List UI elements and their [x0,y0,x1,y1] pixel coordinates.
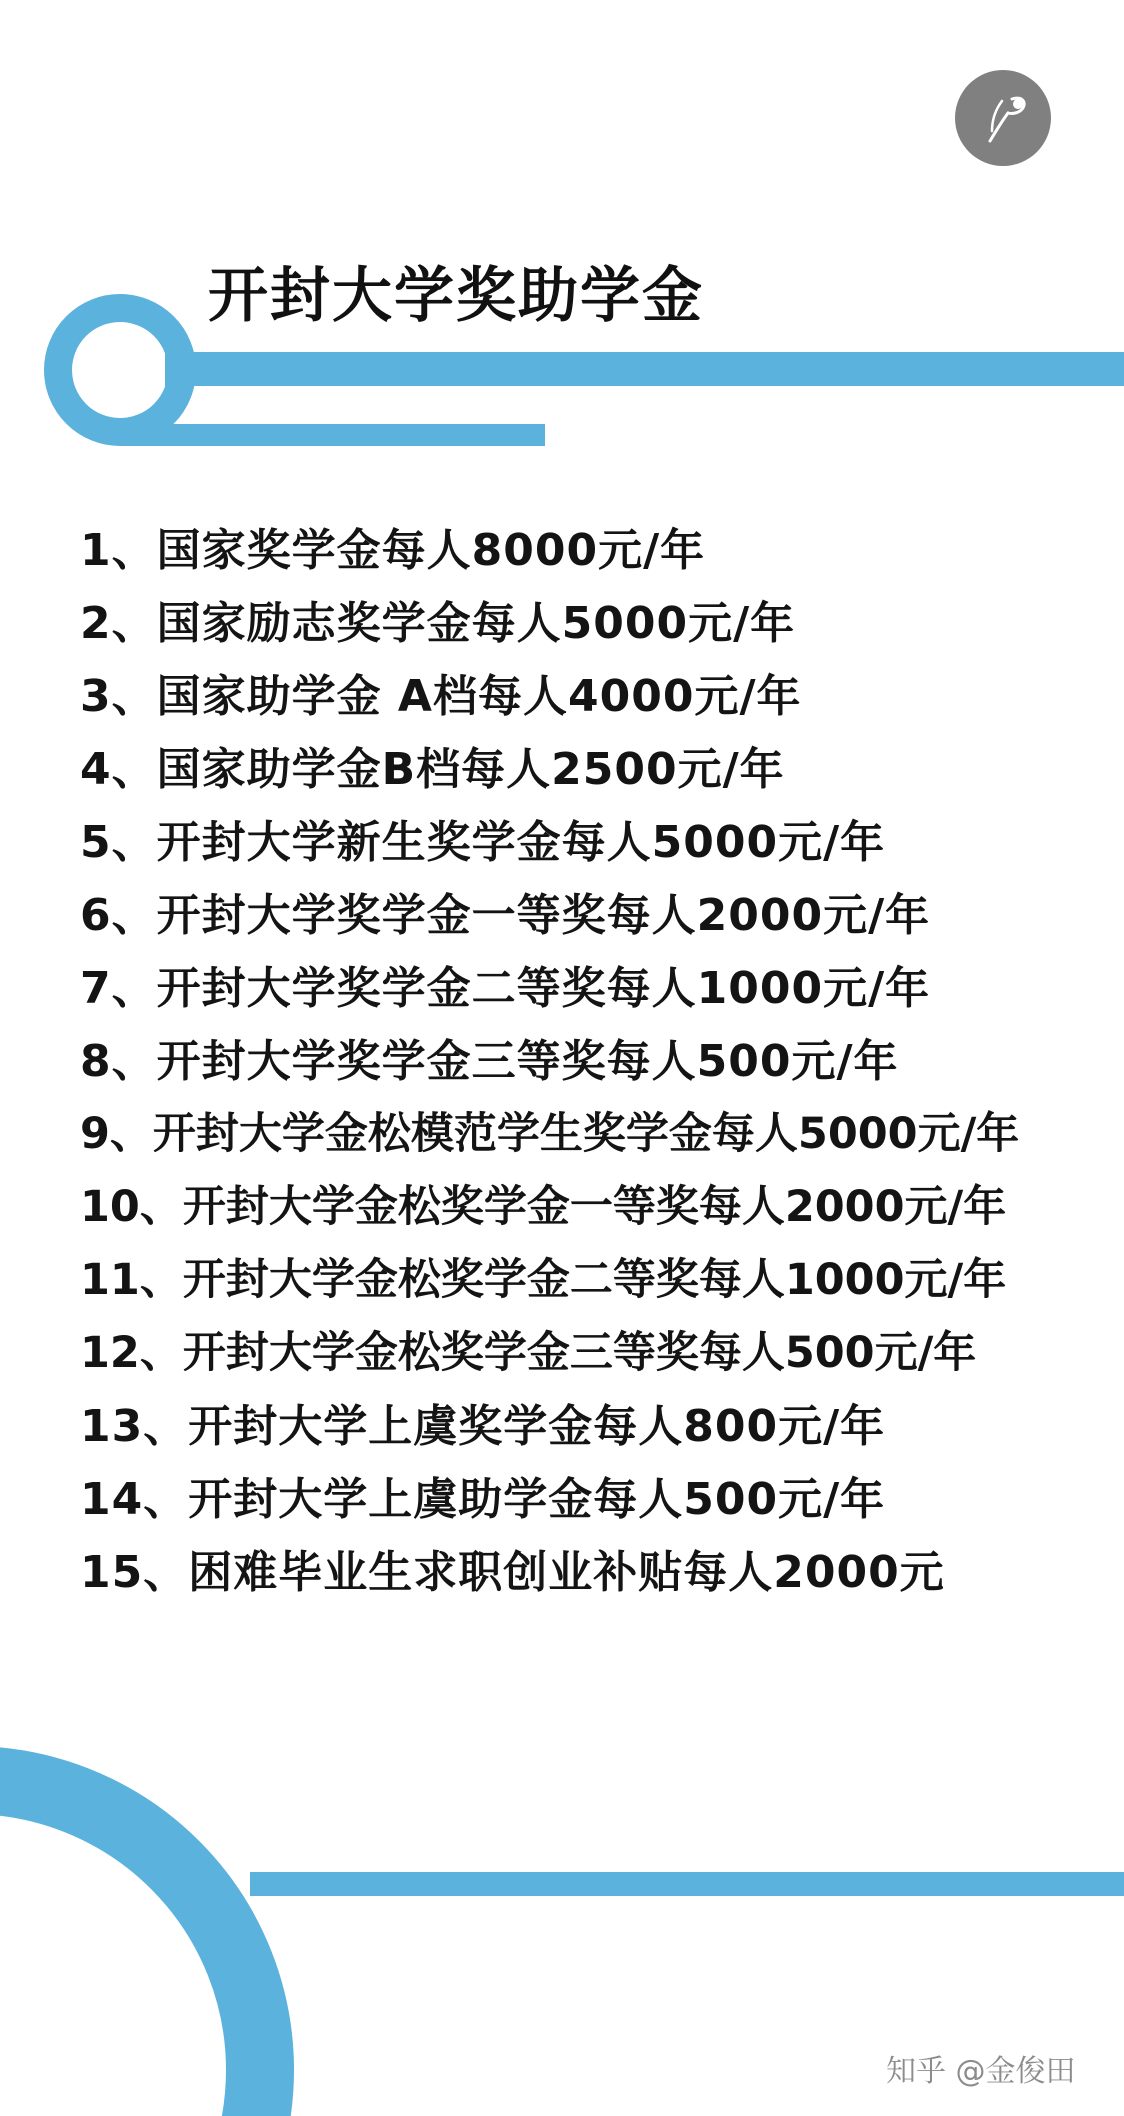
list-item: 5、开封大学新生奖学金每人5000元/年 [80,817,886,868]
bottom-ring [0,1780,260,2116]
list-item: 15、困难毕业生求职创业补贴每人2000元 [80,1547,945,1598]
list-item: 11、开封大学金松奖学金二等奖每人1000元/年 [80,1255,1007,1305]
top-long-bar [165,352,1124,386]
bottom-bar [250,1872,1124,1896]
list-item: 10、开封大学金松奖学金一等奖每人2000元/年 [80,1182,1007,1232]
list-item: 2、国家励志奖学金每人5000元/年 [80,598,796,649]
list-item: 6、开封大学奖学金一等奖每人2000元/年 [80,890,931,941]
list-item: 9、开封大学金松模范学生奖学金每人5000元/年 [80,1109,1020,1159]
watermark: 知乎 @金俊田 [886,2054,1076,2089]
feather-quill-icon [972,87,1034,149]
list-item: 12、开封大学金松奖学金三等奖每人500元/年 [80,1328,977,1378]
logo-badge [955,70,1051,166]
list-item: 1、国家奖学金每人8000元/年 [80,525,706,576]
top-short-bar [120,424,545,446]
top-ring [58,308,182,432]
list-item: 3、国家助学金 A档每人4000元/年 [80,671,802,722]
list-item: 4、国家助学金B档每人2500元/年 [80,744,785,795]
list-item: 14、开封大学上虞助学金每人500元/年 [80,1474,886,1525]
scholarship-list [80,514,1120,1609]
list-item: 8、开封大学奖学金三等奖每人500元/年 [80,1036,899,1087]
list-item: 7、开封大学奖学金二等奖每人1000元/年 [80,963,931,1014]
list-item: 13、开封大学上虞奖学金每人800元/年 [80,1401,886,1452]
page-title: 开封大学奖助学金 [208,261,704,331]
